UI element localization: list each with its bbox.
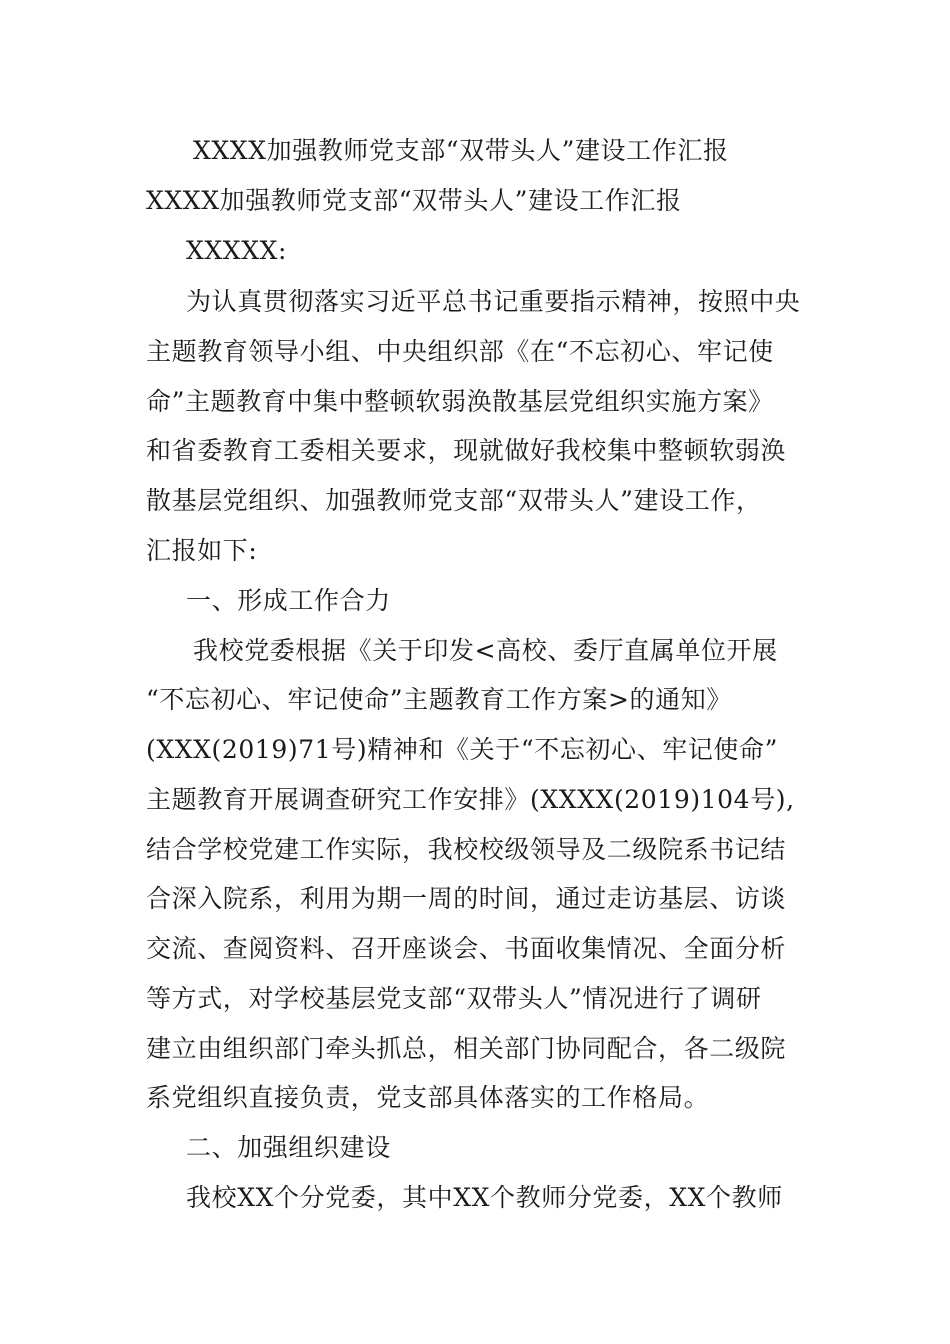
intro-line: 和省委教育工委相关要求，现就做好我校集中整顿软弱涣 bbox=[146, 436, 787, 465]
section1-line: 合深入院系，利用为期一周的时间，通过走访基层、访谈 bbox=[146, 884, 787, 913]
section1-line: 建立由组织部门牵头抓总，相关部门协同配合，各二级院 bbox=[146, 1034, 787, 1063]
section2-line: 我校XX个分党委，其中XX个教师分党委，XX个教师 bbox=[186, 1183, 783, 1212]
section1-line: 结合学校党建工作实际，我校校级领导及二级院系书记结 bbox=[146, 835, 787, 864]
section1-line: 我校党委根据《关于印发<高校、委厅直属单位开展 bbox=[193, 636, 778, 665]
intro-line: 主题教育领导小组、中央组织部《在“不忘初心、牢记使 bbox=[146, 337, 774, 366]
section1-line: 主题教育开展调查研究工作安排》(XXXX(2019)104号), bbox=[146, 785, 795, 814]
salutation: XXXXX: bbox=[186, 236, 288, 265]
document-title-repeat: XXXX加强教师党支部“双带头人”建设工作汇报 bbox=[146, 186, 682, 215]
section1-line: “不忘初心、牢记使命”主题教育工作方案>的通知》 bbox=[146, 685, 732, 714]
document-title: XXXX加强教师党支部“双带头人”建设工作汇报 bbox=[193, 136, 729, 165]
section-heading-2: 二、加强组织建设 bbox=[186, 1133, 391, 1162]
section1-line: (XXX(2019)71号)精神和《关于“不忘初心、牢记使命” bbox=[146, 735, 779, 764]
section1-line: 交流、查阅资料、召开座谈会、书面收集情况、全面分析 bbox=[146, 934, 787, 963]
section-heading-1: 一、形成工作合力 bbox=[186, 586, 391, 615]
intro-line: 汇报如下: bbox=[146, 536, 258, 565]
intro-line: 散基层党组织、加强教师党支部“双带头人”建设工作， bbox=[146, 486, 762, 515]
section1-line: 系党组织直接负责，党支部具体落实的工作格局。 bbox=[146, 1083, 710, 1112]
intro-line: 命”主题教育中集中整顿软弱涣散基层党组织实施方案》 bbox=[146, 387, 774, 416]
intro-line: 为认真贯彻落实习近平总书记重要指示精神，按照中央 bbox=[186, 287, 801, 316]
section1-line: 等方式，对学校基层党支部“双带头人”情况进行了调研 bbox=[146, 984, 762, 1013]
